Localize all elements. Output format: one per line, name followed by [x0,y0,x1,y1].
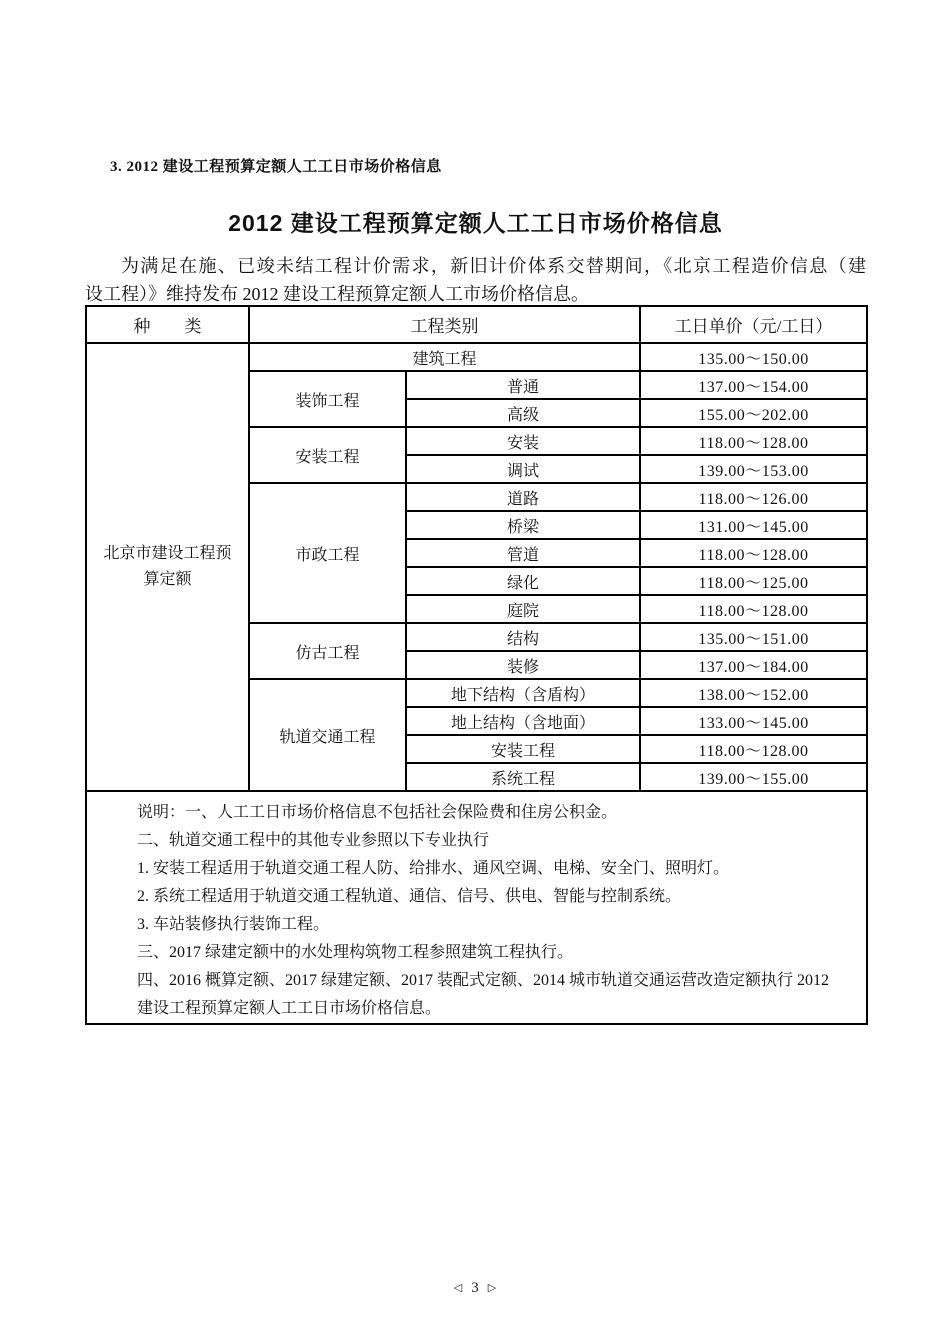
next-page-icon: ▷ [487,1282,497,1294]
prev-page-icon: ◁ [453,1282,463,1294]
intro-paragraph [85,252,866,308]
note-line: 二、轨道交通工程中的其他专业参照以下专业执行 [137,832,490,849]
price-cell: 139.00～153.00 [640,455,867,483]
type-cell: 桥梁 [406,511,640,539]
note-line: 说明：一、人工工日市场价格信息不包括社会保险费和住房公积金。 [137,804,618,821]
type-cell: 安装 [406,427,640,455]
notes-cell [86,791,867,1024]
type-cell: 管道 [406,539,640,567]
page-footer [0,1280,950,1297]
price-cell: 155.00～202.00 [640,399,867,427]
group-cell: 装饰工程 [249,371,406,427]
page-title: 2012 建设工程预算定额人工工日市场价格信息 [228,210,723,236]
type-cell: 庭院 [406,595,640,623]
page-number: 3 [471,1280,479,1296]
price-cell: 118.00～125.00 [640,567,867,595]
note-line: 1. 安装工程适用于轨道交通工程人防、给排水、通风空调、电梯、安全门、照明灯。 [137,860,730,877]
category-cell: 北京市建设工程预算定额 [86,343,249,791]
type-cell: 系统工程 [406,763,640,791]
type-cell: 普通 [406,371,640,399]
price-cell: 118.00～128.00 [640,539,867,567]
price-cell: 131.00～145.00 [640,511,867,539]
group-cell: 市政工程 [249,483,406,623]
type-cell: 结构 [406,623,640,651]
col-header-category: 种 类 [86,306,249,343]
group-cell: 轨道交通工程 [249,679,406,791]
price-cell: 138.00～152.00 [640,679,867,707]
price-cell: 137.00～154.00 [640,371,867,399]
price-cell: 133.00～145.00 [640,707,867,735]
note-line: 2. 系统工程适用于轨道交通工程轨道、通信、信号、供电、智能与控制系统。 [137,888,682,905]
note-line: 建设工程预算定额人工工日市场价格信息。 [137,1000,442,1017]
intro-line: 设工程）》维持发布 2012 建设工程预算定额人工市场价格信息。 [85,284,589,304]
price-cell: 139.00～155.00 [640,763,867,791]
group-cell: 仿古工程 [249,623,406,679]
type-cell: 建筑工程 [249,343,640,371]
price-table [85,305,868,1025]
note-line: 四、2016 概算定额、2017 绿建定额、2017 装配式定额、2014 城市轨道交通运营改造定额执行 2012 [137,972,830,989]
price-cell: 135.00～150.00 [640,343,867,371]
type-cell: 装修 [406,651,640,679]
section-heading: 3. 2012 建设工程预算定额人工工日市场价格信息 [110,159,442,175]
price-cell: 135.00～151.00 [640,623,867,651]
type-cell: 安装工程 [406,735,640,763]
table-row [86,343,867,371]
price-cell: 118.00～126.00 [640,483,867,511]
type-cell: 地下结构（含盾构） [406,679,640,707]
intro-line: 为满足在施、已竣未结工程计价需求，新旧计价体系交替期间，《北京工程造价信息（建 [121,256,866,276]
price-cell: 137.00～184.00 [640,651,867,679]
price-cell: 118.00～128.00 [640,595,867,623]
table-header-row [86,306,867,343]
type-cell: 地上结构（含地面） [406,707,640,735]
price-cell: 118.00～128.00 [640,735,867,763]
col-header-project-type: 工程类别 [249,306,640,343]
price-cell: 118.00～128.00 [640,427,867,455]
type-cell: 调试 [406,455,640,483]
note-line: 3. 车站装修执行装饰工程。 [137,916,330,933]
type-cell: 高级 [406,399,640,427]
group-cell: 安装工程 [249,427,406,483]
type-cell: 绿化 [406,567,640,595]
type-cell: 道路 [406,483,640,511]
col-header-unit-price: 工日单价（元/工日） [640,306,867,343]
note-line: 三、2017 绿建定额中的水处理构筑物工程参照建筑工程执行。 [137,944,574,961]
table-notes-row [86,791,867,1024]
